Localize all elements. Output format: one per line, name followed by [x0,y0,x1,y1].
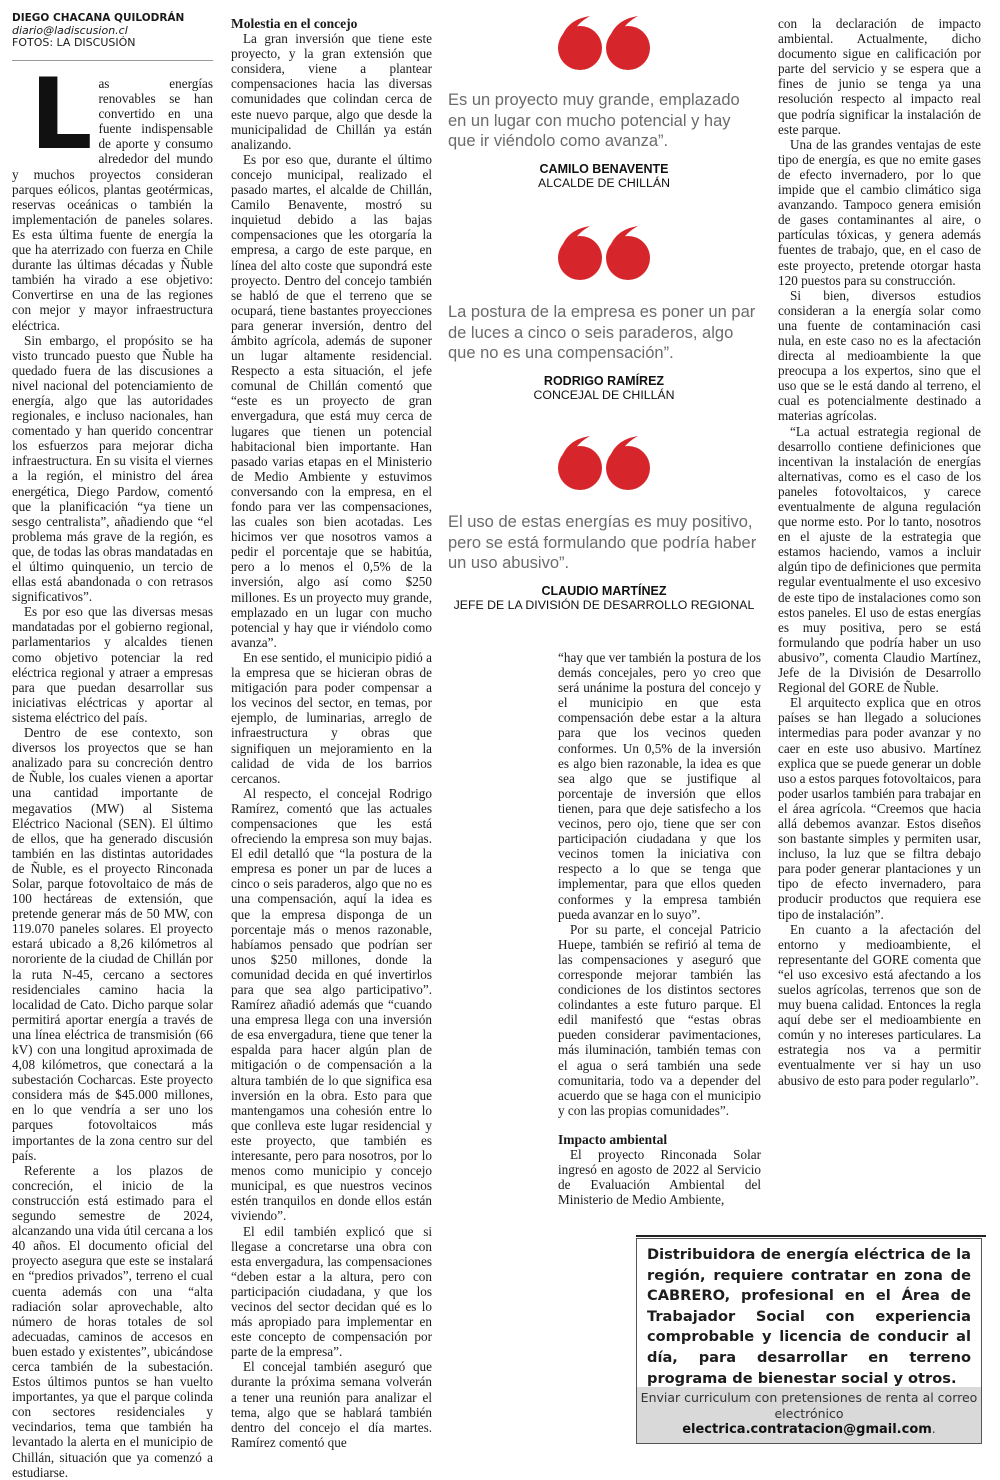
quote-author: CLAUDIO MARTÍNEZ [541,583,667,598]
author-email[interactable]: diario@ladiscusion.cl [12,23,128,37]
article-paragraph: Referente a los plazos de concreción, el inicio de la construcción está estimado para el segundo semestre de 2024, alcanzando una vida útil cercana a los 40 años. El documento oficial del proyecto asegura que este se instalará en “predios privados”, terreno el cual cuenta además con una “alta radiación solar aprovechable, alto número de horas totales de sol adecuadas, caminos de accesos en buen estado y existentes”, ubicándose cerca también de la subestación. Estos últimos puntos se han vuelto importantes, ya que el parque colinda con sectores residenciales y vecindarios, tema que también ha levantado la alerta en el municipio de Chillán, situación que ya comenzó a estudiarse. [12,1162,213,1480]
article-paragraph: El arquitecto explica que en otros países se han llegado a soluciones intermedias para poder avanzar y no caer en este uso abusivo. Martínez explica que se puede generar un doble uso a estos parques fotovoltaicos, para poder usarlos también para trabajar en el área agrícola. “Creemos que hacia allá debemos avanzar. Estos diseños son bastante simples y permiten usar, incluso, la luz que se filtra debajo para poder generar plantaciones y un tipo de efecto invernadero, para producir productos que requiera ese tipo de instalación”. [778,695,981,922]
pull-quote [448,224,760,402]
quote-role: ALCALDE DE CHILLÁN [538,175,670,190]
quote-text: La postura de la empresa es poner un par de luces a cinco o seis paraderos, algo que no es una compensación”. [448,303,756,362]
quote-mark-icon [556,14,652,72]
quote-text: Es un proyecto muy grande, emplazado en un lugar con mucho potencial y hay que ir viéndolo como avanza”. [448,91,740,150]
article-paragraph: “La actual estrategia regional de desarrollo contiene definiciones que incentivan la instalación de energías alternativas, como es el caso de los paneles fotovoltaicos, y carece eventualmente de alguna regulación que norme esto. Por lo tanto, nosotros en el ajuste de la estrategia que estamos haciendo, vamos a incluir algún tipo de definiciones que permita regular eventualmente el uso excesivo de este tipo de instalaciones como son estos paneles. El uso de estas energías es muy positiva, pero se está formulando que podría haber un uso abusivo”, comenta Claudio Martínez, Jefe de la División de Desarrollo Regional del GORE de Ñuble. [778,423,981,696]
quote-mark-icon [556,434,652,492]
subheading: Impacto ambiental [558,1131,668,1147]
article-column-3 [558,650,761,1207]
ad-email-suffix: . [931,1421,936,1436]
subheading: Molestia en el concejo [231,16,358,31]
article-paragraph: Si bien, diversos estudios consideran a la energía solar como una fuente de contaminación casi nula, en este caso no es la afectación directa al medioambiente la que preocupa a los expertos, sino que el uso que se le está dando al terreno, el cual es potencialmente destinado a materias agrícolas. [778,287,981,424]
photo-credit: FOTOS: LA DISCUSIÓN [12,36,136,49]
article-column-1 [12,58,213,1480]
quote-role: CONCEJAL DE CHILLÁN [533,387,675,402]
quote-author: RODRIGO RAMÍREZ [543,373,665,388]
article-paragraph: Por su parte, el concejal Patricio Huepe, también se refirió al tema de las compensaciones y aseguró que corresponde mejorar también las condiciones de los distintos sectores colindantes a este futuro parque. El edil manifestó que “estas obras pueden considerar pavimentaciones, más iluminación, también temas con el agua o será también una sede comunitaria, todo va a depender del acuerdo que se haga con el municipio y con las propias comunidades”. [558,921,761,1118]
article-paragraph: con la declaración de impacto ambiental. Actualmente, dicho documento sigue en calificación por parte del servicio y se espera que a fines de junio se tenga ya una resolución respecto al impacto real que podría significar la instalación de este parque. [778,16,981,137]
article-paragraph: El proyecto Rinconada Solar ingresó en agosto de 2022 al Servicio de Evaluación Ambiental del Ministerio de Medio Ambiente, [558,1147,761,1208]
article-paragraph: Sin embargo, el propósito se ha visto truncado puesto que Ñuble ha quedado fuera de las discusiones a nivel nacional del potenciamiento de energía, algo que las autoridades regionales, e incluso nacionales, han comentado y han querido concentrar los esfuerzos para mejorar dicha infraestructura. En su visita el viernes a la región, el ministro del área energética, Diego Pardow, comentó que la planificación “ya tiene un sesgo centralista”, añadiendo que “el problema más grave de la región, es que, de todas las obras mandatadas en el último quinquenio, un tercio de ellas está abandonada o con retrasos significativos”. [12,332,213,605]
article-paragraph: En cuanto a la afectación del entorno y medioambiente, el representante del GORE comenta que “el uso excesivo está afectando a los suelos agrícolas, terrenos que son de muy buena calidad. Entonces la regla aquí debe ser el medioambiente en común y no intereses particulares. La estrategia nos va a permitir eventualmente ver si hay un uso abusivo de esto para poder regularlo”. [778,921,981,1088]
article-paragraph: El edil también explicó que si llegase a concretarse una obra con esta envergadura, las compensaciones “deben estar a la altura, pero con participación ciudadana, y que los vecinos del sector decidan qué es lo más apropiado para implementar en este concepto de compensación por parte de la empresa”. [231,1223,432,1360]
ad-footer-text: Enviar curriculum con pretensiones de renta al correo electrónico [640,1390,978,1421]
article-paragraph: La gran inversión que tiene este proyecto, y la gran extensión que considera, viene a plantear compensaciones hacia las diversas comunidades que colindan cerca de este nuevo parque, algo que desde la municipalidad de Chillán ya están analizando. [231,31,432,152]
article-paragraph: Es por eso que las diversas mesas mandatadas por el gobierno regional, parlamentarios y alcaldes tienen como objetivo potenciar la red eléctrica regional y atraer a empresas para que puedan desarrollar sus iniciativas eléctricas y aportar al sistema eléctrico del país. [12,604,213,725]
ad-divider [636,1235,986,1237]
article-paragraph [12,58,213,333]
job-advertisement [636,1238,982,1444]
drop-cap: L [30,58,93,172]
author-name: DIEGO CHACANA QUILODRÁN [12,12,185,24]
quote-text: El uso de estas energías es muy positivo, pero se está formulando que podría haber un uso abusivo”. [448,513,757,572]
article-column-2 [231,16,432,1450]
quote-role: JEFE DE LA DIVISIÓN DE DESARROLLO REGIONAL [453,597,755,612]
ad-body-text: Distribuidora de energía eléctrica de la región, requiere contratar en zona de CABRERO, profesional en el Área de Trabajador Social con experiencia comprobable y licencia de conducir al día, para desarrollar en terreno programa de bienestar social y otros. [647,1246,971,1387]
paragraph-text: as energías renovables se han convertido en una fuente indispensable de aporte y consumo alrededor del mundo y muchos proyectos consideran parques eólicos, plantas geotérmicas, reservas oceánicas o también la implementación de paneles solares. Es esta última fuente de energía la que ha aterrizado con fuerza en Chile durante las últimas décadas y Ñuble también ha virado a ese objetivo: Convertirse en una de las regiones con mejor y mayor infraestructura eléctrica. [12,76,213,333]
pull-quote [448,434,760,612]
article-column-4 [778,16,981,1088]
quote-author: CAMILO BENAVENTE [539,161,669,176]
ad-email[interactable]: electrica.contratacion@gmail.com [682,1422,932,1437]
ad-footer [637,1387,981,1443]
quote-mark-icon [556,224,652,282]
article-paragraph: Una de las grandes ventajas de este tipo de energía, es que no emite gases de efecto invernadero, por lo que impide que el cambio climático siga avanzando. Tampoco genera emisión de gases contaminantes al aire, o partículas tóxicas, y genera además fuentes de trabajo, que, en el caso de este proyecto, pretende otorgar hasta 120 puestos para su construcción. [778,136,981,288]
pull-quote [448,14,760,190]
article-paragraph: Al respecto, el concejal Rodrigo Ramírez, comentó que las actuales compensaciones que les está ofreciendo la empresa son muy bajas. El edil detalló que “la postura de la empresa es poner un par de luces a cinco o seis paraderos, algo que no es una compensación, aquí la idea es que la empresa disponga de un porcentaje más o menos razonable, habíamos pensado que podrían ser unos $250 millones, donde la comunidad decida en qué invertirlos para que sea algo participativo”. Ramírez añadió además que “cuando una empresa llega con una inversión de esa envergadura, tiene que tener la espalda para hacer algún plan de mitigación o de compensación a la altura también de lo que significa esa inversión en la obra. Esto para que mantengamos una cohesión entre lo que conlleva este lugar residencial y este proyecto, que también es interesante, pero para nosotros, por lo menos como municipio y concejo municipal, es que nuestros vecinos estén tranquilos en donde ellos están viviendo”. [231,785,432,1224]
article-paragraph: El concejal también aseguró que durante la próxima semana volverán a tener una reunión para analizar el tema, algo que se hablará también dentro del concejo el día martes. Ramírez comentó que [231,1359,432,1450]
byline [12,12,213,50]
article-paragraph: Dentro de ese contexto, son diversos los proyectos que se han analizado para su concreción dentro de Ñuble, los cuales vienen a aportar una cantidad importante de megavatios (MW) al Sistema Eléctrico Nacional (SEN). El último de ellos, que ha generado discusión también en las distintas autoridades de Ñuble, es el proyecto Rinconada Solar, parque fotovoltaico de más de 100 hectáreas de extensión, que pretende generar más de 50 MW, con 119.070 paneles solares. El proyecto estará ubicado a 8,26 kilómetros al nororiente de la ciudad de Chillán por la ruta N-45, cercano a sectores residenciales camino hacia la localidad de Cato. Dicho parque solar permitirá aportar energía a través de una línea eléctrica de transmisión (66 kV) con una longitud aproximada de 4,08 kilómetros, que conectará a la subestación Cocharcas. Este proyecto considera más de $45.000 millones, en lo que vendría a ser uno los parques fotovoltaicos más importantes de la zona centro sur del país. [12,725,213,1163]
article-paragraph: En ese sentido, el municipio pidió a la empresa que se hicieran obras de mitigación para poder compensar a los vecinos del sector, en temas, por ejemplo, de luminarias, arreglo de infraestructura y obras que signifiquen un mejoramiento en la calidad de vida de los barrios cercanos. [231,649,432,786]
article-paragraph: “hay que ver también la postura de los demás concejales, pero yo creo que será unánime la postura del concejo y el municipio en que esta compensación debe estar a la altura para que los vecinos queden conformes. Un 0,5% de la inversión es algo bien razonable, la idea es que sea algo que se justifique al porcentaje de inversión que ellos tienen, para que deje satisfecho a los vecinos, pero ojo, tiene que ser con participación ciudadana y que los vecinos tomen la iniciativa con respecto a lo que se tenga que implementar, para que ellos queden conformes y la empresa también pueda avanzar en lo suyo”. [558,650,761,922]
article-paragraph: Es por eso que, durante el último concejo municipal, realizado el pasado martes, el alcalde de Chillán, Camilo Benavente, mostró su inquietud debido a las bajas compensaciones que les otorgaría la empresa, a cargo de este parque, en línea del alto coste que supondrá este proyecto. Dentro del concejo también se habló de que el terreno que se ocupará, tiene bastantes proyecciones para generar inversión, dentro del ámbito agrícola, además de suponer un lugar altamente residencial. Respecto a esta situación, el jefe comunal de Chillán comentó que “este es un proyecto de gran envergadura, que está muy cerca de lugares que tienen un potencial habitacional bien importante. Han pasado varias etapas en el Ministerio de Medio Ambiente y estuvimos conversando con la empresa, en el fondo para ver las compensaciones, las cuales son bien acotadas. Les hicimos ver que nosotros vamos a pedir el porcentaje que se habitúa, pero a lo menos el 0,5% de la inversión, algo así como $250 millones. Es un proyecto muy grande, emplazado en un lugar con mucho potencial y hay que ir viéndolo como avanza”. [231,151,432,650]
